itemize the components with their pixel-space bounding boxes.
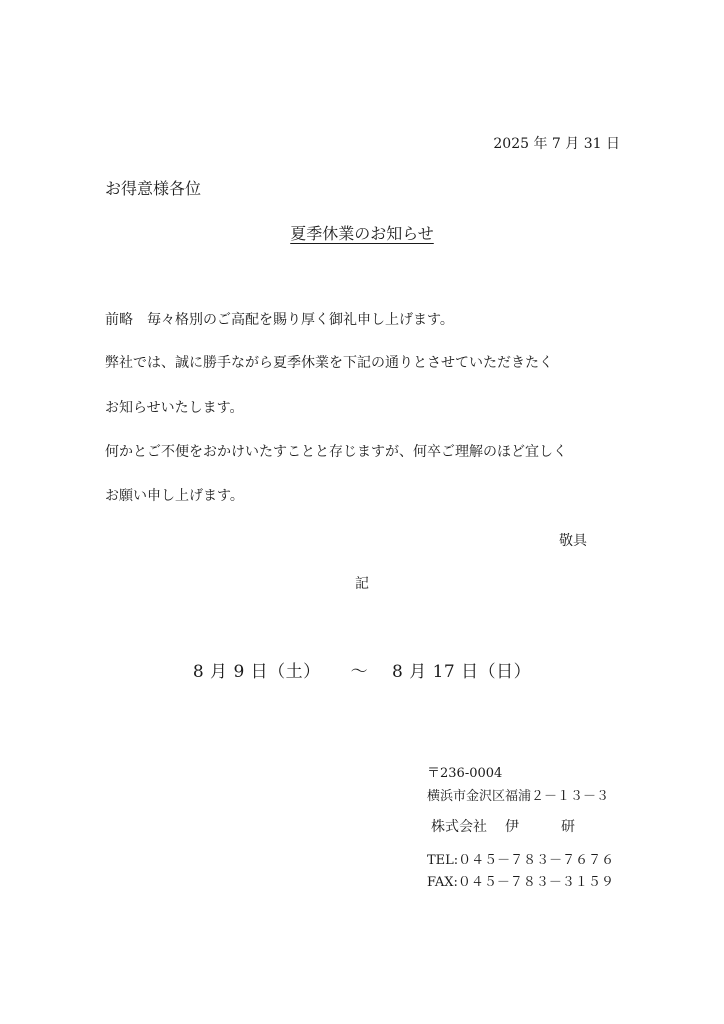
body-line: 弊社では、誠に勝手ながら夏季休業を下記の通りとさせていただきたく bbox=[105, 355, 553, 371]
body-line: 前略 毎々格別のご高配を賜り厚く御礼申し上げます。 bbox=[105, 312, 454, 328]
ki-heading: 記 bbox=[355, 576, 369, 592]
sender-fax: FAX:０４５－７８３－３１５９ bbox=[427, 875, 614, 890]
body-line: 何かとご不便をおかけいたすことと存じますが、何卒ご理解のほど宜しく bbox=[105, 444, 567, 460]
document-title-text: 夏季休業のお知らせ bbox=[290, 224, 434, 243]
company-type: 株式会社 bbox=[431, 819, 487, 835]
sender-postal-code: 〒236-0004 bbox=[427, 766, 503, 781]
document-title bbox=[0, 221, 724, 244]
closing-phrase: 敬具 bbox=[559, 533, 587, 549]
company-name-part: 伊 bbox=[505, 819, 519, 835]
period-end: 8 月 17 日（日） bbox=[391, 662, 532, 682]
body-line: お知らせいたします。 bbox=[105, 400, 244, 416]
period-start: 8 月 9 日（土） bbox=[192, 662, 321, 682]
holiday-period bbox=[0, 657, 724, 682]
document-date: 2025 年 7 月 31 日 bbox=[493, 136, 620, 152]
recipient-line: お得意様各位 bbox=[105, 179, 202, 198]
sender-address: 横浜市金沢区福浦２－１３－３ bbox=[427, 789, 610, 804]
company-name-part: 研 bbox=[561, 819, 575, 835]
period-separator: ～ bbox=[350, 662, 369, 682]
sender-tel: TEL:０４５－７８３－７６７６ bbox=[427, 853, 615, 868]
body-line: お願い申し上げます。 bbox=[105, 488, 244, 504]
sender-company bbox=[431, 816, 575, 836]
